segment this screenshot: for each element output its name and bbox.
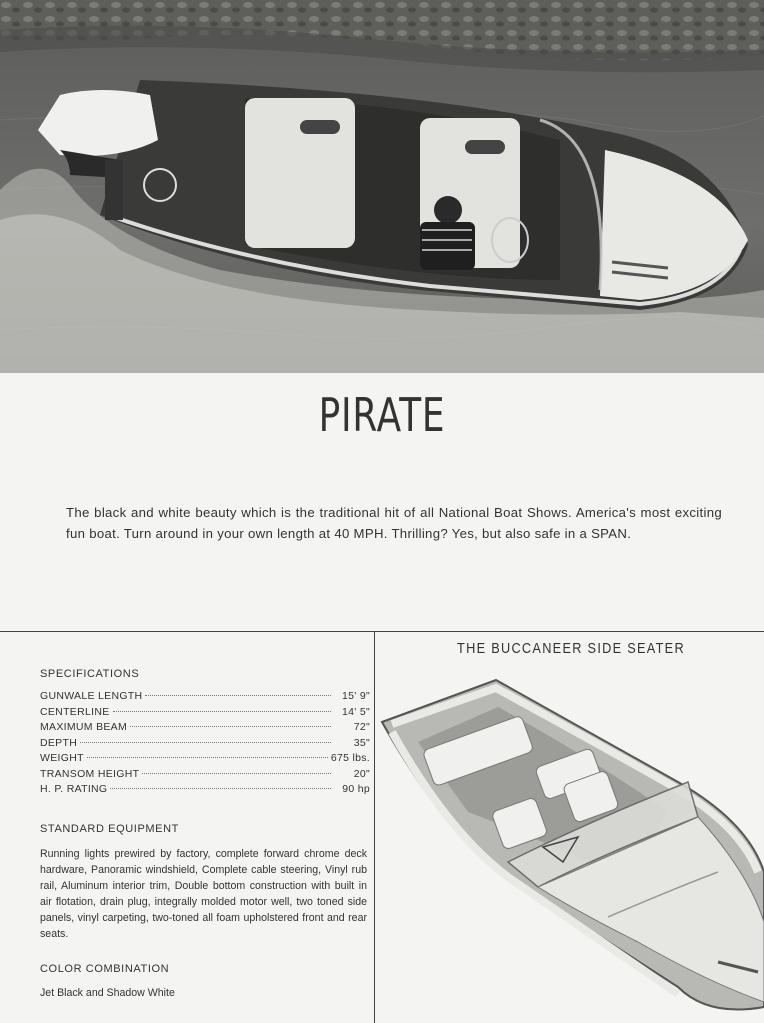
spec-value: 90 hp (342, 783, 370, 795)
leader-dots (110, 788, 331, 789)
spec-value: 20" (353, 767, 370, 780)
spec-value: 15' 9" (342, 690, 370, 702)
pirate-boat-photo (0, 0, 764, 373)
leader-dots (113, 711, 331, 712)
spec-value: 14' 5" (342, 705, 370, 718)
standard-equipment-text: Running lights prewired by factory, complete forward chrome deck hardware, Panoramic windshield, Complete cable steering, Vinyl rub rail, Aluminum interior trim, Double bottom construction with built in air flotation, drain plug, integrally molded motor well, two toned side panels, vinyl carpeting, two-toned all foam upholstered front and rear seats. (40, 848, 367, 940)
standard-equipment-heading: STANDARD EQUIPMENT (40, 823, 179, 835)
spec-label: DEPTH (40, 736, 78, 749)
leader-dots (142, 773, 331, 774)
color-combination-text: Jet Black and Shadow White (40, 987, 175, 999)
spec-label: TRANSOM HEIGHT (40, 767, 140, 780)
spec-value: 35" (353, 736, 370, 749)
color-combination-heading: COLOR COMBINATION (40, 963, 170, 975)
leader-dots (80, 742, 331, 743)
page-title: PIRATE (318, 388, 446, 442)
spec-value: 72" (353, 721, 370, 733)
leader-dots (130, 726, 331, 727)
specifications-heading: SPECIFICATIONS (40, 668, 140, 680)
spec-label: MAXIMUM BEAM (40, 721, 128, 733)
spec-row (40, 721, 370, 737)
specifications-table (40, 690, 370, 799)
spec-label: H. P. RATING (40, 783, 108, 795)
spec-value: 675 lbs. (330, 752, 370, 764)
spec-row (40, 783, 370, 799)
intro-paragraph: The black and white beauty which is the traditional hit of all National Boat Shows. America's most exciting fun boat. Turn around in your own length at 40 MPH. Thrilling? Yes, but also safe in a SPAN. (66, 505, 722, 541)
column-divider (374, 631, 375, 1023)
leader-dots (145, 695, 331, 696)
spec-label: CENTERLINE (40, 705, 110, 718)
spec-row (40, 690, 370, 706)
buccaneer-boat-photo (378, 672, 764, 1023)
section-divider (0, 631, 764, 632)
spec-row (40, 706, 370, 722)
spec-row (40, 752, 370, 768)
spec-row (40, 768, 370, 784)
spec-row (40, 737, 370, 753)
leader-dots (87, 757, 328, 758)
spec-label: GUNWALE LENGTH (40, 690, 143, 702)
spec-label: WEIGHT (40, 752, 84, 764)
buccaneer-caption: THE BUCCANEER SIDE SEATER (457, 640, 685, 657)
